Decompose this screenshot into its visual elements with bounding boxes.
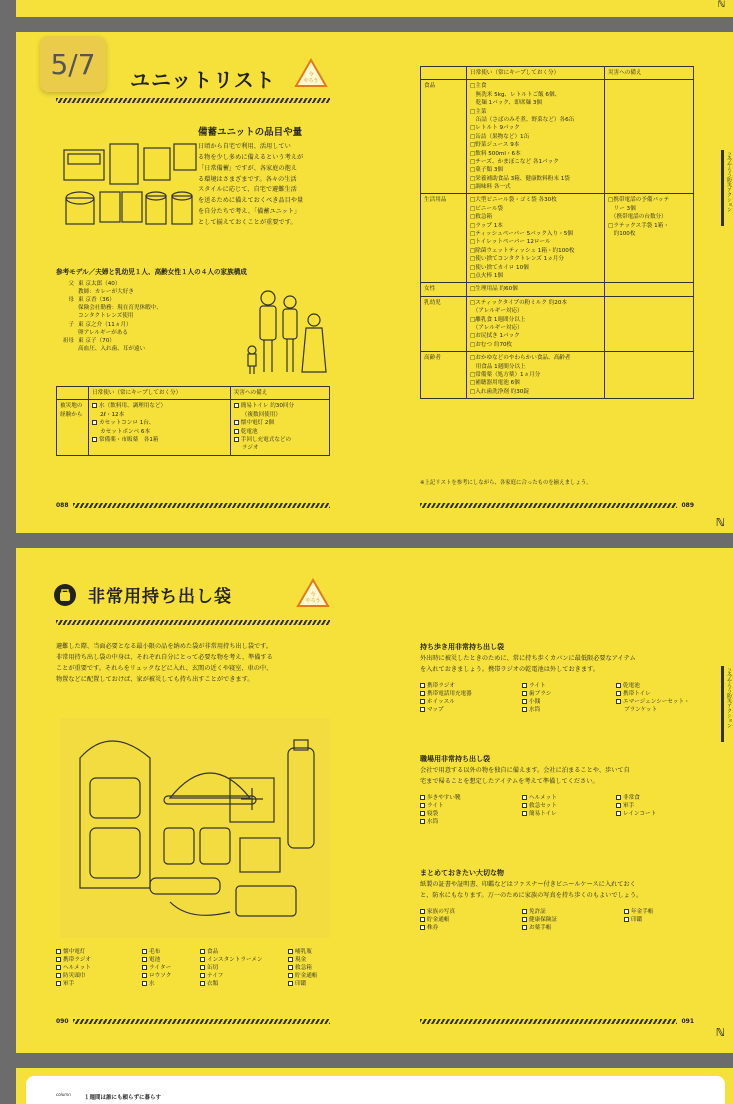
emergency-bag-illustration xyxy=(60,718,330,938)
table-row: 女性 □生理用品 約60個 xyxy=(421,283,694,296)
section-valuables: まとめておきたい大切な物 紙製の証書や証明書、印鑑などはファスナー付きビニールケースに入れておく と、防水にもなります。万一のために家族の写真を持ち歩くのもよいでしょう。 家族の写真 貯金通帳 株券 免許証 健康保険証 お薬手帳 年金手帳 印鑑 xyxy=(420,869,654,931)
page-number: 090 xyxy=(56,1018,69,1025)
logo-icon: ℕ xyxy=(717,0,725,10)
next-page xyxy=(16,1068,733,1104)
svg-text:今: 今 xyxy=(308,72,314,78)
side-tab: ２今やろう防災アクション xyxy=(721,666,733,742)
intro-text: 日頃から自宅で利用、活用してい る物を少し多めに備えるという考えが 「日常備蓄」ですが、各家庭の抱え る環境はさまざまです。各々の生活 スタイルに応じて、自宅で避難生活 を送るために備えておくべき品目や量 を自分たちで考え、「備蓄ユニット」 として揃えておくことが重要です。 xyxy=(198,143,304,226)
page-number: 091 xyxy=(681,1018,694,1025)
page-badge: 5/7 xyxy=(40,36,106,92)
logo-icon: ℕ xyxy=(715,1026,725,1039)
page-number: 088 xyxy=(56,502,69,509)
page-title: ユニットリスト xyxy=(130,68,276,92)
page-title: 非常用持ち出し袋 xyxy=(88,587,232,607)
spread-emergency-bag xyxy=(16,548,733,1053)
table-row: 乳幼児 □スティックタイプの粉ミルク 約20本 （アレルギー対応） □離乳食 1週間分以上 （アレルギー対応） □お尻拭き 1パック □おむつ 約70枚 xyxy=(421,296,694,351)
bag-items-list: 懐中電灯 携帯ラジオ ヘルメット 防災頭巾 軍手 毛布 電池 ライター ロウソク 水 食品 インスタントラーメン 缶切 ナイフ 衣類 哺乳瓶 現金 救急箱 貯金通帳 印鑑 xyxy=(56,948,336,989)
daily-vs-disaster-table: 日常使い（常にキープしておく分） 災害への備え 被災地の 経験から 水（飲料用、調理用など） 2ℓ・12本 カセットコンロ 1台、 カセットボンベ 6本 常備薬・市販薬 各1箱 簡易トイレ 約30回分 （複数回使用） 懐中電灯 2個 乾電池 手回し充電式などの ラジオ xyxy=(56,386,330,456)
warning-sign-icon xyxy=(294,58,328,88)
section-carry-bag: 持ち歩き用非常持ち出し袋 外出時に被災したときのために、常に持ち歩くカバンに最低限必要なアイテム を入れておきましょう。携帯ラジオの乾電池は外しておきます。 携帯ラジオ 携帯電話用充電器 ホイッスル マップ ライト 歯ブラシ 小銭 水筒 乾電池 携帯トイレ エマージェンシーセット・ ブランケット xyxy=(420,643,690,714)
family-list: 父 東 京太郎（40） 教師：カレーが大好き 母 東 京香（36） 保険会社勤務：現在育児休暇中、 コンタクトレンズ使用 子 東 京之介（11ヵ月） 卵アレルギーがある 祖母 東 京子（70） 高血圧、入れ歯、耳が遠い xyxy=(62,281,162,352)
model-title: 参考モデル／夫婦と乳幼児１人、高齢女性１人の４人の家族構成 xyxy=(56,268,247,276)
table-row: 食品 □主食 無洗米 5kg、レトルトご飯 6個、 乾麺 1パック、即席麺 3個 □主菜 缶詰（さばのみそ煮、野菜など）各6缶 □レトルト 9パック □缶詰（果物など）1缶 □野菜ジュース 9本 □飲料 500ml・6本 □チーズ、かまぼこなど 各1パック □菓子類 3個 □栄養補助食品 3箱、健康飲料粉末 1袋 □調味料 各一式 xyxy=(421,80,694,194)
logo-icon: ℕ xyxy=(715,516,725,529)
svg-text:今: 今 xyxy=(310,592,316,598)
column-title: １週間は誰にも頼らずに暮らす xyxy=(84,1095,162,1101)
stockpile-items-table: 日常使い（常にキープしておく分） 災害への備え 食品 □主食 無洗米 5kg、レトルトご飯 6個、 乾麺 1パック、即席麺 3個 □主菜 缶詰（さばのみそ煮、野菜など）各6缶 □レトルト 9パック □缶詰（果物など）1缶 □野菜ジュース 9本 □飲料 500ml・6本 □チーズ、かまぼこなど 各1パック □菓子類 3個 □栄養補助食品 3箱、健康飲料粉末 1袋 □調味料 各一式 生活用品 □大型ビニール袋・ゴミ袋 各30枚 □ビニール袋 □救急箱 □ラップ 1本 □ティッシュペーパー 5パック入り・5個 □トイレットペーパー 12ロール □除菌ウェットティッシュ 1箱・約100枚 □使い捨てコンタクトレンズ 1ヵ月分 □使い捨てカイロ 10個 □点火棒 1個 □携帯電話の予備バッテ リー 3個 （携帯電話の台数分） □ラテックス手袋 1箱・ 約100枚 女性 □生理用品 約60個 乳幼児 □スティックタイプの粉ミルク 約20本 （アレルギー対応） □離乳食 1週間分以上 （アレルギー対応） □お尻拭き 1パック □おむつ 約70枚 高齢者 □おかゆなどのやわらかい食品、高齢者 用食品 1週間分以上 □常備薬（処方薬）1ヵ月分 □補聴器用電池 6個 □入れ歯洗浄剤 約30錠 xyxy=(420,66,694,399)
spread-unit-list xyxy=(16,32,733,533)
svg-text:やろう: やろう xyxy=(305,598,321,604)
table-row: 生活用品 □大型ビニール袋・ゴミ袋 各30枚 □ビニール袋 □救急箱 □ラップ 1本 □ティッシュペーパー 5パック入り・5個 □トイレットペーパー 12ロール □除菌ウェットティッシュ 1箱・約100枚 □使い捨てコンタクトレンズ 1ヵ月分 □使い捨てカイロ 10個 □点火棒 1個 □携帯電話の予備バッテ リー 3個 （携帯電話の台数分） □ラテックス手袋 1箱・ 約100枚 xyxy=(421,194,694,283)
side-tab: ２今やろう防災アクション xyxy=(721,150,733,226)
warning-sign-icon xyxy=(296,578,330,608)
svg-text:やろう: やろう xyxy=(303,78,319,84)
table-note: ※上記リストを参考にしながら、各家庭に合ったものを揃えましょう。 xyxy=(420,480,592,486)
section-work-bag: 職場用非常持ち出し袋 会社で用意する以外の物を独自に備えます。会社に泊まることや、歩いて自 宅まで帰ることを想定したアイテムを考えて準備してください。 歩きやすい靴 ライト 寝袋 水筒 ヘルメット 救急セット 簡易トイレ 非常食 軍手 レインコート xyxy=(420,755,657,826)
stockpile-illustration xyxy=(60,136,200,234)
previous-spread xyxy=(16,0,733,17)
family-illustration xyxy=(244,284,334,376)
subheading: 備蓄ユニットの品目や量 xyxy=(198,127,303,138)
bag-icon xyxy=(54,584,76,606)
page-number: 089 xyxy=(681,502,694,509)
intro-text: 避難した際、当面必要となる最小限の品を納めた袋が非常用持ち出し袋です。 非常用持ち出し袋の中身は、それぞれ自分にとって必要な物を考え、準備する ことが重要です。それらをリュックなどに入れ、玄関の近くや寝室、車の中、 物置などに配置しておけば、家が被災しても持ち出すことができます。 xyxy=(56,643,273,683)
table-row: 高齢者 □おかゆなどのやわらかい食品、高齢者 用食品 1週間分以上 □常備薬（処方薬）1ヵ月分 □補聴器用電池 6個 □入れ歯洗浄剤 約30錠 xyxy=(421,352,694,399)
column-label: column xyxy=(56,1092,71,1097)
